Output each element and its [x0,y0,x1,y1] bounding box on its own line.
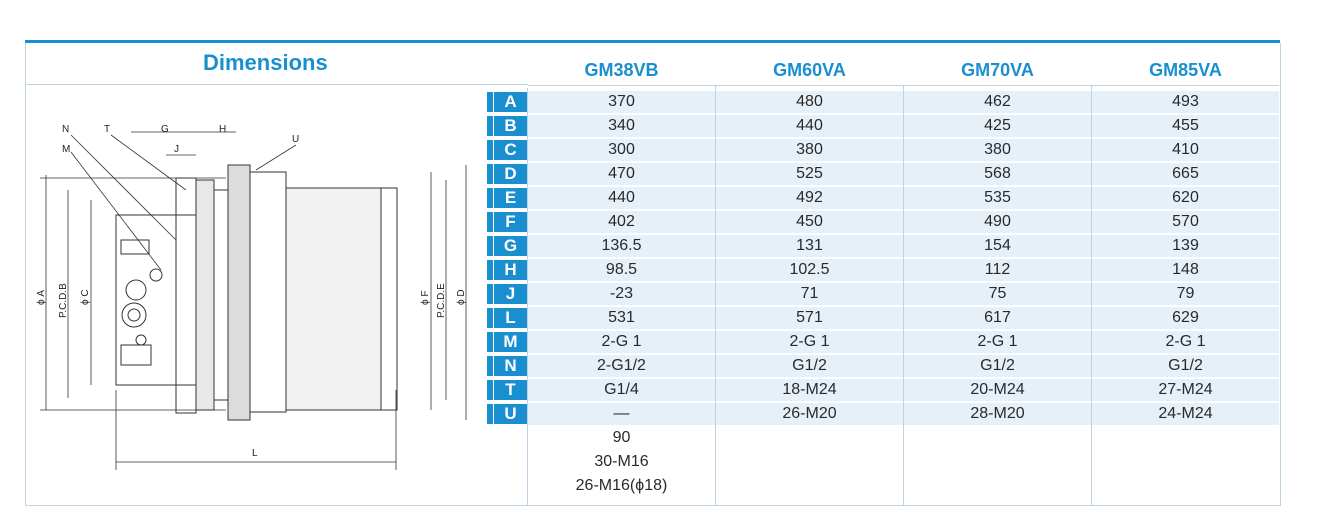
row-marker [487,356,493,376]
label-l: L [252,448,258,459]
table-cell: 440 [796,117,823,134]
row-marker [487,236,493,256]
port-n-icon [122,303,146,327]
row-marker [487,404,493,424]
table-cell: G1/2 [792,357,827,374]
row-label: L [494,308,527,328]
gm38vb-note: 90 [612,429,631,446]
table-cell: 525 [796,165,823,182]
row-label: J [494,284,527,304]
table-cell: 2-G 1 [977,333,1018,350]
label-phi-a: ϕ A [36,289,47,305]
label-m: M [62,144,71,155]
table-cell: 492 [796,189,823,206]
label-phi-c: ϕ C [80,289,91,305]
row-marker [487,332,493,352]
table-cell: 26-M20 [782,405,837,422]
table-cell: 27-M24 [1158,381,1213,398]
model-header-gm85va: GM85VA [1149,60,1222,80]
port-block [121,240,149,254]
label-j: J [174,144,179,155]
row-marker [487,140,493,160]
label-u: U [292,134,300,145]
table-cell: 570 [1172,213,1199,230]
label-n: N [62,124,70,135]
table-cell: 425 [984,117,1011,134]
valve-block [121,345,151,365]
table-cell: 75 [988,285,1007,302]
table-cell: G1/2 [1168,357,1203,374]
row-marker [487,92,493,112]
table-cell: 493 [1172,93,1199,110]
column-rule [904,85,1091,86]
table-cell: 380 [984,141,1011,158]
row-marker [487,380,493,400]
table-cell: — [613,405,630,422]
label-h: H [219,124,227,135]
output-flange [228,165,250,420]
page-title: Dimensions [203,50,328,75]
table-cell: 665 [1172,165,1199,182]
table-cell: 154 [984,237,1011,254]
row-label: A [494,92,527,112]
flange-plate [196,180,214,410]
table-cell: 480 [796,93,823,110]
table-cell: 102.5 [789,261,830,278]
table-cell: 440 [608,189,635,206]
gm38vb-note: 30-M16 [594,453,649,470]
row-label: B [494,116,527,136]
model-header-gm60va: GM60VA [773,60,846,80]
row-label: H [494,260,527,280]
table-cell: 2-G 1 [601,333,642,350]
table-cell: 450 [796,213,823,230]
table-cell: 24-M24 [1158,405,1213,422]
table-cell: 402 [608,213,635,230]
table-cell: G1/4 [604,381,639,398]
table-cell: 410 [1172,141,1199,158]
row-marker [487,284,493,304]
label-phi-f: ϕ F [420,290,431,305]
row-label: N [494,356,527,376]
table-cell: 470 [608,165,635,182]
gm38vb-note: 26-M16(ϕ18) [575,477,668,494]
table-cell: 2-G 1 [1165,333,1206,350]
motor-dimension-drawing [26,90,486,485]
table-cell: 531 [608,309,635,326]
table-cell: 535 [984,189,1011,206]
table-cell: 79 [1176,285,1195,302]
row-label: C [494,140,527,160]
table-cell: 28-M20 [970,405,1025,422]
table-cell: 20-M24 [970,381,1025,398]
row-marker [487,212,493,232]
model-header-gm70va: GM70VA [961,60,1034,80]
table-cell: 300 [608,141,635,158]
table-cell: 617 [984,309,1011,326]
label-g: G [161,124,169,135]
output-housing [250,172,286,412]
column-rule [528,85,715,86]
output-drum [286,188,381,410]
row-marker [487,260,493,280]
table-cell: 629 [1172,309,1199,326]
table-cell: 455 [1172,117,1199,134]
row-marker [487,308,493,328]
row-label: D [494,164,527,184]
table-cell: G1/2 [980,357,1015,374]
table-cell: 568 [984,165,1011,182]
table-cell: 2-G1/2 [597,357,646,374]
row-label: E [494,188,527,208]
table-cell: 380 [796,141,823,158]
table-cell: 139 [1172,237,1199,254]
label-pcd-e: P.C.D.E [436,283,447,318]
row-marker [487,116,493,136]
table-cell: 136.5 [601,237,642,254]
table-cell: 71 [800,285,819,302]
table-cell: 571 [796,309,823,326]
table-cell: 462 [984,93,1011,110]
table-cell: 112 [984,261,1011,278]
output-drum-edge [381,188,397,410]
port-m-icon [126,280,146,300]
table-cell: 131 [796,237,823,254]
table-cell: 148 [1172,261,1199,278]
table-cell: 490 [984,213,1011,230]
flange-ring [214,190,228,400]
table-cell: 18-M24 [782,381,837,398]
column-rule [1092,85,1279,86]
row-label: M [494,332,527,352]
table-cell: 2-G 1 [789,333,830,350]
table-cell: 620 [1172,189,1199,206]
row-marker [487,188,493,208]
label-pcd-b: P.C.D.B [58,283,69,318]
row-label: U [494,404,527,424]
table-cell: 340 [608,117,635,134]
flange-left [176,178,196,413]
row-marker [487,164,493,184]
label-phi-d: ϕ D [456,289,467,305]
table-cell: 370 [608,93,635,110]
label-t: T [104,124,111,135]
table-cell: -23 [609,285,634,302]
column-rule [716,85,903,86]
row-label: G [494,236,527,256]
row-label: F [494,212,527,232]
row-label: T [494,380,527,400]
model-header-gm38vb: GM38VB [584,60,659,80]
table-cell: 98.5 [605,261,638,278]
